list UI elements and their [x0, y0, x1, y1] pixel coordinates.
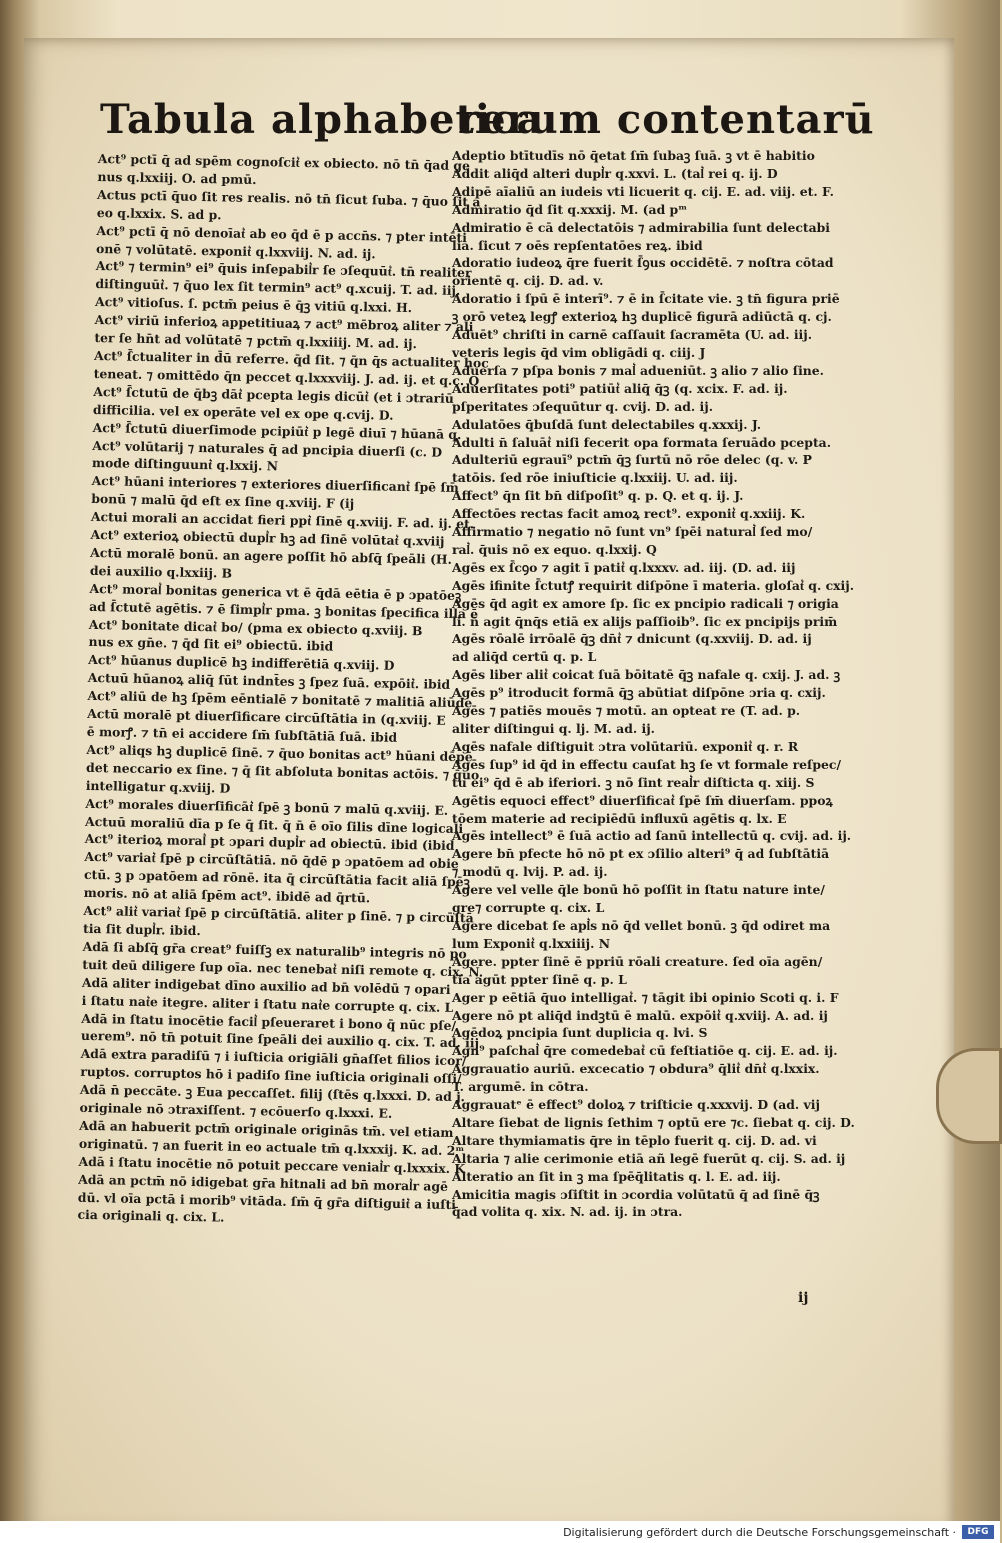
- index-line: teneat. ⁊ omittēdo q̄n peccet q.lxxxviij. J. ad. ij. et q.c. Q: [93, 365, 480, 389]
- index-line: ruptos. corruptos hō i padiſo ſine iuſticia originali oſſi/: [80, 1064, 462, 1087]
- index-line: Agere. ppter ſinē ē ppriū rōali creature. ſed oīa agēn/: [452, 953, 823, 969]
- index-line: Addit aliq̄d alteri dupl͛r q.xxvi. L. (tal͛ rei q. ij. D: [452, 165, 778, 181]
- index-line: Act⁹ aliū de hꝫ ſpēm eēntialē ⁊ bonitatē ⁊ malitiā aliūde: [87, 688, 473, 711]
- footer-bar: [0, 1521, 1000, 1543]
- index-line: Act⁹ pctī q̄ nō denoīat͛ ab eo q̄d ē p accn̄s. ⁊ pter intēti: [96, 222, 468, 245]
- index-line: Agēs q̄d agit ex amore ſp. ſic ex pncipio radicali ⁊ origia: [452, 595, 839, 611]
- index-line: Act⁹ bonitate dicat͛ bo/ (pma ex obiecto q.xviij. B: [88, 616, 423, 638]
- index-line: bonū ⁊ malū q̄d eſt ex ſine q.xviij. F (ij: [91, 491, 355, 512]
- signature-mark: ij: [798, 1290, 809, 1306]
- index-line: Act⁹ variat͛ ſpē p circūſtātiā. nō q̄dē p ɔpatōem ad obie: [84, 849, 459, 872]
- index-line: li. n̄ agit q̄nq̄s etiā ex alijs paſſioib⁹. ſic ex pncipijs prim̄: [452, 613, 838, 629]
- index-line: mode diſtinguunt͛ q.lxxij. N: [91, 455, 279, 474]
- index-line: Adā in ſtatu inocētie facil͛ pſeueraret i bono q̄ nūc pſe/: [81, 1010, 457, 1033]
- index-line: Adulti n̄ ſaluāt͛ niſi fecerit opa formata ſeruādo pcepta.: [452, 434, 832, 450]
- index-line: Act⁹ ſ̄ctutū diuerſimode pcipiūt͛ p legē diuī ⁊ hūanā q.: [92, 419, 462, 442]
- index-line: orientē q. cij. D. ad. v.: [452, 273, 604, 289]
- index-line: Act⁹ ſ̄ctutū de q̄bꝫ dāt͛ pcepta legis dicūt͛ (et i ɔtrariū: [93, 383, 455, 406]
- index-line: tatōis. ſed rōe iniuſticie q.lxxiij. U. ad. iij.: [452, 470, 738, 486]
- index-line: cia originali q. cix. L.: [77, 1207, 225, 1226]
- index-line: Adā aliter indigebat dīno auxilio ad bn̄ volēdū ⁊ opari: [81, 974, 451, 997]
- index-line: tōem materie ad recipiēdū influxū agētis q. lx. E: [452, 810, 787, 826]
- index-line: Actuū moraliū dīa p ſe q̄ ſit. q̄ n̄ ē oīo ſilis dīne logicali: [84, 813, 464, 836]
- book-clasp: [936, 1048, 1002, 1144]
- index-line: Agēs intellect⁹ ē ſuā actio ad ſanū intellectū q. cvij. ad. ij.: [452, 828, 852, 844]
- index-line: tia agūt ppter ſinē q. p. L: [452, 971, 627, 987]
- index-line: Act⁹ viriū inferioꝝ appetitiuaꝝ ⁊ act⁹ mēbroꝝ aliter ⁊ ali: [94, 312, 474, 335]
- index-line: Agēs nafale diſtiguit ɔtra volūtariū. exponit͛ q. r. R: [452, 738, 799, 754]
- index-line: Altare thymiamatis q̄re in tēplo fuerit q. cij. D. ad. vi: [452, 1132, 817, 1148]
- index-line: Agn⁹ paſchal͛ q̄re comedebat͛ cū feſtiatiōe q. cij. E. ad. ij.: [452, 1043, 838, 1059]
- index-line: Act⁹ exterioꝝ obiectū dupl͛r hꝫ ad ſinē volūtat͛ q.xviij: [90, 526, 445, 549]
- index-line: Affect⁹ q̄n ſit bn̄ diſpoſit⁹ q. p. Q. et q. ij. J.: [452, 488, 744, 504]
- index-line: Aduerſa ⁊ pſpa bonis ⁊ mal͛ adueniūt. ꝫ alio ⁊ alio ſine.: [452, 362, 824, 378]
- index-line: Act⁹ morales diuerſificāt͛ ſpē ꝫ bonū ⁊ malū q.xviij. E.: [85, 795, 449, 818]
- index-line: diſtinguūt͛. ⁊ q̄uo lex ſit termin⁹ act⁹ q.xcuij. T. ad. iij.: [95, 276, 461, 299]
- index-line: Adā n̄ peccāte. ꝫ Eua peccaſſet. filij (ſtēs q.lxxxi. D. ad j.: [79, 1081, 466, 1105]
- index-line: Actus pctī q̄uo ſit res realis. nō tn̄ ſicut ſuba. ⁊ q̄uo ſit a: [97, 186, 481, 210]
- index-line: Actui morali an accidat fieri ppt͛ ſinē q.xviij. F. ad. ij. et.: [90, 509, 475, 532]
- index-line: ꝫ orō veteꝝ legꝭ exterioꝝ hꝫ duplicē figurā adiūctā q. cj.: [452, 309, 832, 325]
- index-line: pſperitates ɔſequūtur q. cvij. D. ad. ij.: [452, 398, 714, 414]
- index-line: ral͛. q̄uis nō ex equo. q.lxxij. Q: [452, 541, 657, 557]
- index-line: Adā ſi abſq̄ gr̄a creat⁹ fuiſſꝫ ex naturalib⁹ integris nō po: [82, 938, 467, 962]
- footer-credit: Digitalisierung gefördert durch die Deutsche Forschungsgemeinschaft ·: [563, 1526, 956, 1539]
- right-column: [452, 147, 854, 1221]
- index-line: Amicitia magis ɔſiſtit in ɔcordia volūtatū q̄ ad ſinē q̄ꝫ: [452, 1186, 820, 1202]
- index-line: Ager p eētiā q̄uo intelligat͛. ⁊ tāgit ibi opinio Scoti q. i. F: [452, 989, 839, 1005]
- index-line: tuit deū diligere ſup oīa. nec tenebat͛ niſi remote q. cix. N.: [82, 956, 484, 980]
- index-line: Agēs p⁹ itroducit formā q̄ꝫ abūtiat diſpōne ɔria q. cxij.: [452, 685, 826, 701]
- index-line: aliter diſtingui q. lj. M. ad. ij.: [452, 721, 655, 736]
- index-line: Adeptio btītudīs nō q̄etat ſm̄ ſubaꝫ ſuā. ꝫ vt ē habitio: [452, 148, 815, 163]
- index-line: Agētis equoci effect⁹ diuerſificat͛ ſpē ſm̄ diuerſam. ppoꝝ: [452, 792, 833, 808]
- index-line: lum Exponit͛ q.lxxiiij. N: [452, 935, 611, 951]
- index-line: Aduerſitates poti⁹ patiūt͛ aliq̄ q̄ꝫ (q. xcix. F. ad. ij.: [452, 380, 788, 396]
- index-line: veteris legis q̄d vim obligādi q. ciij. J: [452, 344, 706, 360]
- index-line: Act⁹ hūani interiores ⁊ exteriores diuerſificant͛ ſpē ſm̄: [91, 473, 459, 496]
- index-line: originale nō ɔtraxiſſent. ⁊ ecōuerſo q.lxxxi. E.: [79, 1099, 393, 1121]
- index-line: Act⁹ aliqs hꝫ duplicē ſinē. ⁊ q̄uo bonitas act⁹ hūani dēpē: [86, 741, 473, 765]
- index-line: Adulteriū egrauī⁹ pctm̄ q̄ꝫ ſurtū nō rōe delec (q. v. P: [452, 452, 812, 468]
- index-line: i ſtatu nat͛e itegre. aliter i ſtatu nat͛e corrupte q. cix. L: [81, 992, 454, 1015]
- index-line: Act⁹ ſ̄ctualiter in d̄ū referre. q̄d ſit. ⁊ q̄n q̄s actualiter hoc: [93, 347, 489, 371]
- index-line: ter ſe hn̄t ad volūtatē ⁊ pctm̄ q.lxxiiij. M. ad. ij.: [94, 330, 418, 352]
- index-line: intelligatur q.xviij. D: [85, 777, 231, 796]
- index-line: ad ſ̄ctutē agētis. ⁊ ē ſimpl͛r pma. ꝫ bonitas ſpecifica illa ē: [89, 598, 479, 622]
- index-line: Altare ſiebat de lignis ſethim ⁊ optū ere ⁊c. ſiebat q. cij. D.: [452, 1114, 855, 1130]
- index-line: eo q.lxxix. S. ad p.: [96, 204, 222, 223]
- title-right: rerum contentarū: [458, 96, 875, 143]
- index-line: Agēs ex ſ̄cꝯo ⁊ agit ī patit͛ q.lxxxv. ad. iij. (D. ad. iij: [452, 559, 796, 575]
- index-line: Act⁹ vitioſus. ſ. pctm̄ peius ē q̄ꝫ vitiū q.lxxi. H.: [94, 294, 413, 316]
- index-line: ⁊ modū q. lvij. P. ad. ij.: [452, 864, 608, 880]
- index-line: Act⁹ moral͛ bonitas generica vt ē q̄dā eētia ē p ɔpatōeꝫ: [89, 580, 462, 603]
- index-line: onē ⁊ volūtatē. exponit͛ q.lxxviij. N. ad. ij.: [95, 240, 376, 261]
- index-line: Agēs rōalē irrōalē q̄ꝫ dn̄t͛ ⁊ dnicunt (q.xxviij. D. ad. ij: [452, 631, 812, 647]
- index-line: gre⁊ corrupte q. cix. L: [452, 900, 605, 916]
- dfg-logo: DFG: [962, 1525, 994, 1539]
- index-line: Act⁹ alit͛ variat͛ ſpē p circūſtātiā. aliter p ſinē. ⁊ p circūſtā: [83, 902, 474, 926]
- left-column: [77, 150, 489, 1230]
- index-line: Admiratio ē cā delectatōis ⁊ admirabilia ſunt delectabi: [452, 219, 831, 235]
- index-line: tu ei⁹ q̄d ē ab iferiori. ꝫ nō ſint real͛r diſticta q. xiij. S: [452, 774, 815, 790]
- index-line: Affirmatio ⁊ negatio nō ſunt vn⁹ ſpēi natural͛ ſed mo/: [452, 524, 813, 540]
- index-line: Adā an pctm̄ nō idigebat gr̄a hitnali ad bn̄ moral͛r agē: [78, 1171, 449, 1194]
- title-left: Tabula alphabetica: [100, 96, 544, 143]
- index-line: nus ex gn̄e. ⁊ q̄d ſit ei⁹ obiectū. ibid: [88, 634, 334, 655]
- index-line: originatū. ⁊ an fuerit in eo actuale tm̄ q.lxxxij. K. ad. 2ᵐ: [78, 1135, 465, 1159]
- index-line: uerem⁹. nō tn̄ potuit ſine ſpeāli dei auxilio q. cix. T. ad. iij: [80, 1028, 480, 1051]
- index-line: Agēdoꝝ pncipia ſunt duplicia q. lvi. S: [452, 1025, 708, 1041]
- index-line: Adā an habuerit pctm̄ originale originās tm̄. vel etiam: [79, 1117, 454, 1140]
- index-line: difficilia. vel ex operāte vel ex ope q.cvij. D.: [92, 401, 394, 423]
- index-line: Adoratio i ſpū ē interī⁹. ⁊ ē in ſ̄citate vie. ꝫ tn̄ figura priē: [452, 291, 840, 307]
- index-line: Altaria ⁊ alie cerimonie etiā añ legē fuerūt q. cij. S. ad. ij: [452, 1150, 846, 1166]
- index-line: Agere bn̄ pfecte hō nō pt ex ɔſilio alteri⁹ q̄ ad ſubſtātiā: [452, 846, 830, 862]
- index-line: Alteratio an ſit in ꝫ ma ſpēq̄litatis q. l. E. ad. iij.: [452, 1168, 781, 1184]
- index-line: moris. nō at aliā ſpēm act⁹. ibidē ad q̄rtū.: [83, 885, 371, 906]
- index-line: Admiratio q̄d ſit q.xxxij. M. (ad pᵐ: [452, 201, 688, 217]
- index-line: Act⁹ volūtarij ⁊ naturales q̄ ad pncipia diuerſi (c. D: [92, 437, 443, 460]
- index-line: Aggrauatio auriū. excecatio ⁊ obdura⁹ q̄lit͛ dn̄t͛ q.lxxix.: [452, 1061, 820, 1077]
- index-line: Agēs ifinite ſ̄ctutꝭ requirit diſpōne ī materia. gloſat͛ q. cxij.: [452, 577, 855, 593]
- index-line: q̄ad volita q. xix. N. ad. ij. in ɔtra.: [452, 1204, 683, 1220]
- index-line: Aduēt⁹ chriſti in carnē caſſauit ſacramēta (U. ad. iij.: [452, 327, 813, 343]
- index-line: Agere dicebat ſe apl͛s nō q̄d vellet bonū. ꝫ q̄d odiret ma: [452, 917, 831, 933]
- index-line: dū. vl oīa pctā i morib⁹ vitāda. ſm̄ q̄ gr̄a diſtiguit͛ a iuſti: [77, 1189, 457, 1212]
- index-line: T. argumē. in cōtra.: [452, 1079, 589, 1095]
- index-line: Act⁹ hūanus duplicē hꝫ indifferētiā q.xviij. D: [88, 652, 395, 674]
- index-line: Agere vel velle q̄le bonū hō poſſit in ſtatu nature inte/: [452, 882, 825, 898]
- index-line: ē morꝭ. ⁊ tn̄ ei accidere ſm̄ ſubſtātiā ſuā. ibid: [86, 723, 398, 745]
- index-line: ad aliq̄d certū q. p. L: [452, 649, 597, 665]
- index-line: ctū. ꝫ p ɔpatōem ad rōnē. ita q̄ circūſtātia facit aliā ſpēꝫ: [83, 867, 471, 890]
- index-line: Adulatōes q̄buſdā ſunt delectabiles q.xxxij. J.: [452, 416, 762, 432]
- index-line: Agēs ſup⁹ id q̄d in effectu cauſat hꝫ ſe vt formale reſpec/: [452, 756, 841, 772]
- index-line: nus q.lxxiij. O. ad pmū.: [97, 168, 257, 187]
- index-line: Agēs ⁊ patiēs mouēs ⁊ motū. an opteat re (T. ad. p.: [452, 703, 801, 719]
- index-line: Actuū hūanoꝝ aliq̄ ſūt indnt̄es ꝫ ſpez ſuā. expōit͛. ibid: [87, 670, 451, 693]
- index-line: Act⁹ iterioꝝ moral͛ pt ɔpari dupl͛r ad obiectū. ibid (ibid: [84, 831, 455, 854]
- index-line: Adipē aīaliū an iudeis vti licuerit q. cij. E. ad. viij. et. F.: [452, 183, 834, 199]
- index-line: dei auxilio q.lxxiij. B: [89, 562, 233, 581]
- index-line: lia. ſicut ⁊ oēs repſentatōes reꝝ. ibid: [452, 237, 703, 253]
- index-line: Actū moralē pt diuerſificare circūſtātia in (q.xviij. E: [87, 705, 446, 728]
- index-line: det neccario ex ſine. ⁊ q̄ ſit abſoluta bonitas actōis. ⁊ q̄uo: [86, 759, 480, 783]
- index-line: Agēs liber alit͛ coicat ſuā bōitatē q̄ꝫ nafale q. cxij. J. ad. ꝫ: [452, 667, 841, 683]
- index-line: Act⁹ pctī q̄ ad spēm cognoſcit͛ ex obiecto. nō tn̄ q̄ad ge: [97, 150, 471, 174]
- index-line: Agere nō pt aliq̄d indꝫtū ē malū. expōit͛ q.xviij. A. ad. ij: [452, 1007, 828, 1023]
- index-line: Adā i ſtatu inocētie nō potuit peccare venial͛r q.lxxxix. K: [78, 1153, 466, 1176]
- index-line: Act⁹ ⁊ termin⁹ ei⁹ q̄uis inſepabil͛r ſe ɔſequūt͛. tn̄ realiter: [95, 258, 472, 281]
- index-line: Affectōes rectas facit amoꝝ rect⁹. exponit͛ q.xxiij. K.: [452, 506, 806, 522]
- index-line: tia ſit dupl͛r. ibid.: [82, 920, 201, 939]
- index-line: Aggrauatᵉ ē effect⁹ doloꝝ ⁊ triſticie q.xxxvij. D (ad. vij: [452, 1097, 820, 1113]
- index-line: Adā extra paradiſū ⁊ i iuſticia origiāli gn̄aſſet filios icor/: [80, 1046, 467, 1069]
- index-line: Actū moralē bonū. an agere poſſit hō abſq̄ ſpeāli (H.: [90, 544, 453, 567]
- index-line: Adoratio iudeoꝝ q̄re fuerit ſ̄ꝯus occidētē. ⁊ noſtra cōtad: [452, 255, 834, 271]
